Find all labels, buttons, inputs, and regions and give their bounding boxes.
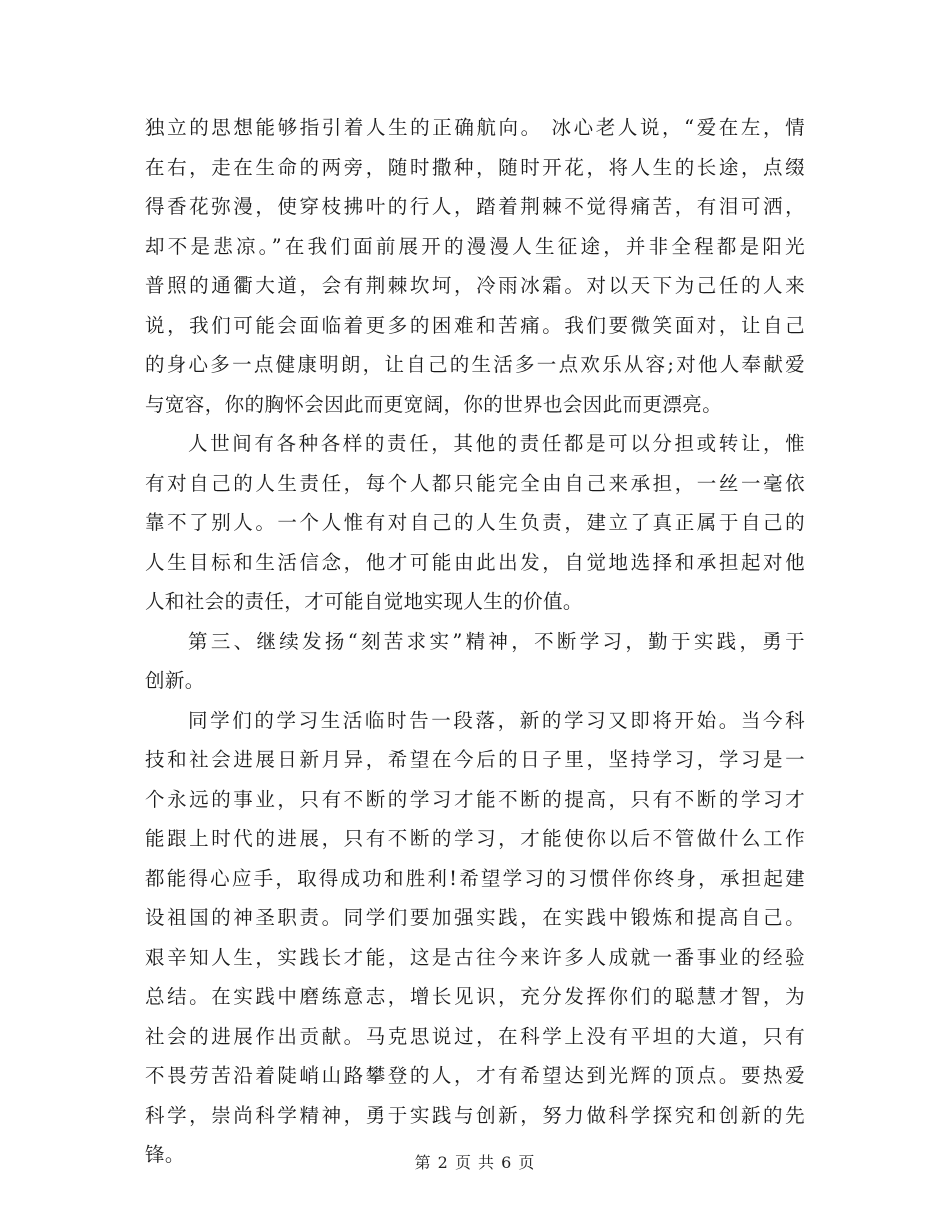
text-line: 有对自己的人生责任，每个人都只能完全由自己来承担，一丝一毫依 [145, 471, 805, 495]
text-line: 创新。 [145, 669, 205, 692]
text-line: 都能得心应手，取得成功和胜利!希望学习的习惯伴你终身，承担起建 [145, 866, 805, 890]
text-line: 的身心多一点健康明朗，让自己的生活多一点欢乐从容;对他人奉献爱 [145, 353, 805, 376]
text-line: 人和社会的责任，才可能自觉地实现人生的价值。 [145, 590, 583, 613]
text-line: 人世间有各种各样的责任，其他的责任都是可以分担或转让，惟 [188, 432, 805, 455]
text-line: 独立的思想能够指引着人生的正确航向。 冰心老人说，“爱在左，情 [145, 116, 805, 139]
page-number-footer: 第 2 页 共 6 页 [414, 1153, 536, 1172]
text-line: 与宽容，你的胸怀会因此而更宽阔，你的世界也会因此而更漂亮。 [145, 392, 723, 416]
text-line: 说，我们可能会面临着更多的困难和苦痛。我们要微笑面对，让自己 [145, 313, 805, 337]
text-line: 同学们的学习生活临时告一段落，新的学习又即将开始。当今科 [188, 708, 805, 732]
text-line: 锋。 [145, 1143, 185, 1166]
text-line: 科学，崇尚科学精神，勇于实践与创新，努力做科学探究和创新的先 [145, 1103, 805, 1127]
text-line: 能跟上时代的进展，只有不断的学习，才能使你以后不管做什么工作 [145, 827, 805, 850]
body-text [145, 108, 805, 1175]
text-line: 设祖国的神圣职责。同学们要加强实践，在实践中锻炼和提高自己。 [145, 906, 805, 929]
text-line: 不畏劳苦沿着陡峭山路攀登的人，才有希望达到光辉的顶点。要热爱 [145, 1064, 805, 1087]
text-line: 却不是悲凉。”在我们面前展开的漫漫人生征途，并非全程都是阳光 [145, 234, 805, 258]
text-line: 社会的进展作出贡献。马克思说过，在科学上没有平坦的大道，只有 [145, 1024, 805, 1048]
text-line: 总结。在实践中磨练意志，增长见识，充分发挥你们的聪慧才智，为 [145, 985, 805, 1008]
text-line: 普照的通衢大道，会有荆棘坎坷，冷雨冰霜。对以天下为己任的人来 [145, 274, 805, 297]
text-line: 技和社会进展日新月异，希望在今后的日子里，坚持学习，学习是一 [145, 748, 805, 771]
text-line: 靠不了别人。一个人惟有对自己的人生负责，建立了真正属于自己的 [145, 511, 805, 534]
text-line: 第三、继续发扬“刻苦求实”精神，不断学习，勤于实践，勇于 [188, 629, 805, 653]
text-line: 艰辛知人生，实践长才能，这是古往今来许多人成就一番事业的经验 [145, 945, 805, 969]
text-line: 在右，走在生命的两旁，随时撒种，随时开花，将人生的长途，点缀 [145, 155, 805, 179]
text-line: 得香花弥漫，使穿枝拂叶的行人，踏着荆棘不觉得痛苦，有泪可洒， [145, 195, 805, 218]
text-line: 人生目标和生活信念，他才可能由此出发，自觉地选择和承担起对他 [145, 550, 805, 574]
text-line: 个永远的事业，只有不断的学习才能不断的提高，只有不断的学习才 [145, 787, 805, 811]
